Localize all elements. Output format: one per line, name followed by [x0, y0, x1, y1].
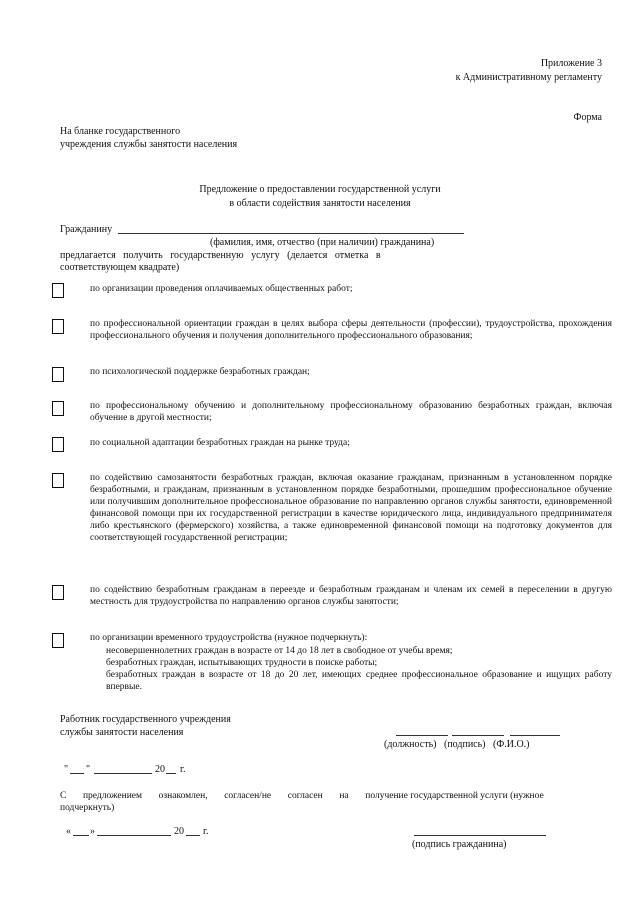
date1-year-line[interactable]	[166, 773, 176, 774]
offer-text-line-2: соответствующем квадрате)	[60, 262, 180, 273]
position-line[interactable]	[396, 735, 448, 736]
service-checkbox-temporary-employment[interactable]	[52, 633, 64, 648]
agreement-line-1: С предложением ознакомлен, согласен/не согласен на получение государственной услуги (нужное	[60, 791, 544, 801]
citizen-signature-caption: (подпись гражданина)	[412, 839, 507, 850]
employee-line-2: службы занятости населения	[60, 727, 184, 738]
regulation-label: к Административному регламенту	[455, 72, 602, 83]
date2-open-quote: «	[66, 826, 71, 837]
date2-month-line[interactable]	[97, 835, 171, 836]
service-public-works: по организации проведения оплачиваемых общественных работ;	[90, 284, 353, 294]
citizen-signature-line[interactable]	[414, 835, 546, 836]
offer-text-line-1: предлагается получить государственную услугу (делается отметка в	[60, 250, 381, 261]
service-checkbox-relocation[interactable]	[52, 585, 64, 600]
service-checkbox-public-works[interactable]	[52, 283, 64, 298]
date1-close-quote: "	[86, 764, 91, 775]
date1-month-line[interactable]	[94, 773, 152, 774]
temp-option-young-graduates[interactable]: безработных граждан в возрасте от 18 до 20 лет, имеющих среднее профессиональное образование и ищущих работу впервые.	[106, 670, 612, 692]
form-label: Форма	[573, 112, 602, 123]
service-checkbox-social-adaptation[interactable]	[52, 437, 64, 452]
temp-option-difficulties[interactable]: безработных граждан, испытывающих трудности в поиске работы;	[106, 658, 378, 668]
agreement-line-2: подчеркнуть)	[60, 803, 115, 813]
service-relocation: по содействию безработным гражданам в переезде и безработным гражданам и членам их семей в переселении в другую местность для трудоустройства по направлению органов службы занятости;	[90, 585, 612, 607]
temp-option-minors[interactable]: несовершеннолетних граждан в возрасте от 14 до 18 лет в свободное от учебы время;	[106, 646, 453, 656]
letterhead-line-2: учреждения службы занятости населения	[60, 139, 238, 150]
date2-day-line[interactable]	[73, 835, 89, 836]
service-checkbox-psychological-support[interactable]	[52, 367, 64, 382]
date1-year-suffix: г.	[180, 764, 186, 775]
service-self-employment: по содействию самозанятости безработных граждан, включая оказание гражданам, признанным в установленном порядке безработными, и гражданам, признанным в установленном порядке безработными, прошедшим профессиональное обучение или получившим дополнительное профессиональное образование по направлению органов службы занятости, единовременной финансовой помощи при их государственной регистрации в качестве юридического лица, индивидуального предпринимателя либо крестьянского (фермерского) хозяйства, а также единовременной финансовой помощи на подготовку документов для соответствующей государственной регистрации;	[90, 473, 612, 543]
letterhead-line-1: На бланке государственного	[60, 126, 181, 137]
service-temporary-employment: по организации временного трудоустройства (нужное подчеркнуть):	[90, 633, 368, 643]
date2-year-line[interactable]	[186, 835, 200, 836]
document-title-line-2: в области содействия занятости населения	[229, 198, 411, 209]
service-vocational-training: по профессиональному обучению и дополнительному профессиональному образованию безработных граждан, включая обучение в другой местности;	[90, 401, 612, 423]
date1-day-line[interactable]	[70, 773, 84, 774]
employee-signature-caption: (должность) (подпись) (Ф.И.О.)	[384, 739, 530, 750]
document-title-line-1: Предложение о предоставлении государственной услуги	[199, 184, 441, 195]
service-psychological-support: по психологической поддержке безработных граждан;	[90, 367, 310, 377]
service-social-adaptation: по социальной адаптации безработных граждан на рынке труда;	[90, 438, 350, 448]
signature-line[interactable]	[452, 735, 504, 736]
date1-year-prefix: 20	[155, 764, 165, 775]
full-name-line[interactable]	[510, 735, 560, 736]
date2-close-quote: »	[90, 826, 95, 837]
citizen-label: Гражданину	[60, 224, 113, 235]
service-career-guidance: по профессиональной ориентации граждан в целях выбора сферы деятельности (профессии), трудоустройства, прохождения профессионального обучения и получения дополнительного профессионального образования;	[90, 319, 612, 341]
date2-year-suffix: г.	[203, 826, 209, 837]
service-checkbox-vocational-training[interactable]	[52, 401, 64, 416]
service-checkbox-self-employment[interactable]	[52, 473, 64, 488]
appendix-label: Приложение 3	[540, 58, 602, 69]
date1-open-quote: "	[64, 764, 69, 775]
citizen-name-caption: (фамилия, имя, отчество (при наличии) гражданина)	[210, 237, 435, 248]
date2-year-prefix: 20	[174, 826, 184, 837]
service-checkbox-career-guidance[interactable]	[52, 319, 64, 334]
employee-line-1: Работник государственного учреждения	[60, 714, 231, 725]
citizen-name-line[interactable]	[118, 233, 464, 234]
